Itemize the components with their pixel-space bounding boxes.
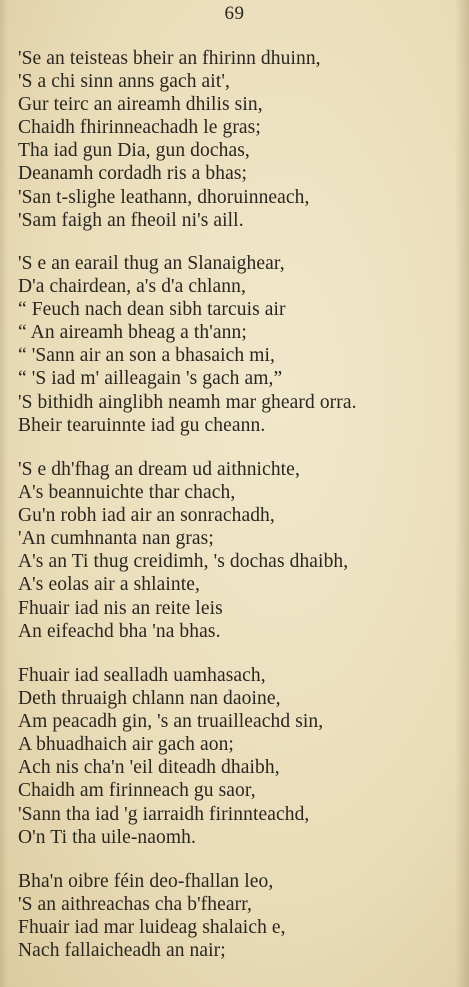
- verse-line: O'n Ti tha uile-naomh.: [18, 826, 196, 848]
- verse-line: Chaidh fhirinneachadh le gras;: [18, 117, 261, 139]
- verse-line: 'S e an earail thug an Slanaighear,: [18, 253, 285, 274]
- verse-line: Ach nis cha'n 'eil diteadh dhaibh,: [18, 757, 280, 779]
- stanza-5: [18, 870, 458, 962]
- page-number: 69: [224, 3, 245, 24]
- verse-line: Bheir tearuinnte iad gu cheann.: [18, 414, 266, 436]
- verse-line: 'Se an teisteas bheir an fhirinn dhuinn,: [18, 48, 321, 69]
- verse-line: 'S an aithreachas cha b'fhearr,: [18, 894, 253, 916]
- verse-line: Am peacadh gin, 's an truailleachd sin,: [18, 711, 324, 733]
- verse-line: A bhuadhaich air gach aon;: [18, 734, 234, 756]
- verse-line: Fhuair iad sealladh uamhasach,: [18, 665, 266, 686]
- verse-line: Deth thruaigh chlann nan daoine,: [18, 688, 281, 710]
- verse-line: An eifeachd bha 'na bhas.: [18, 620, 221, 642]
- verse-line: “ 'S iad m' ailleagain 's gach am,”: [18, 368, 283, 390]
- verse-line: Fhuair iad nis an reite leis: [18, 597, 223, 619]
- verse-line: Gu'n robh iad air an sonrachadh,: [18, 505, 275, 527]
- page-edge-shadow-left: [0, 0, 8, 987]
- stanza-2: [18, 252, 458, 437]
- verse-line: “ Feuch nach dean sibh tarcuis air: [18, 299, 286, 321]
- verse-line: A's an Ti thug creidimh, 's dochas dhaibh,: [18, 551, 349, 573]
- stanza-4: [18, 664, 458, 849]
- verse-line: A's beannuichte thar chach,: [18, 482, 236, 504]
- verse-line: “ 'Sann air an son a bhasaich mi,: [18, 345, 275, 367]
- stanza-1: [18, 47, 458, 232]
- verse-line: 'Sam faigh an fheoil ni's aill.: [18, 209, 244, 231]
- verse-line: 'S bithidh ainglibh neamh mar gheard orra.: [18, 391, 357, 413]
- verse-line: Gur teirc an aireamh dhilis sin,: [18, 94, 263, 116]
- stanza-3: [18, 458, 458, 643]
- verse-line: Tha iad gun Dia, gun dochas,: [18, 140, 250, 162]
- verse-line: D'a chairdean, a's d'a chlann,: [18, 276, 246, 298]
- verse-line: Fhuair iad mar luideag shalaich e,: [18, 917, 286, 939]
- verse-line: Chaidh am firinneach gu saor,: [18, 780, 256, 802]
- verse-line: Nach fallaicheadh an nair;: [18, 940, 226, 962]
- verse-line: “ An aireamh bheag a th'ann;: [18, 322, 247, 344]
- verse-line: Deanamh cordadh ris a bhas;: [18, 163, 248, 185]
- verse-line: A's eolas air a shlainte,: [18, 574, 200, 596]
- verse-line: Bha'n oibre féin deo-fhallan leo,: [18, 871, 274, 892]
- verse-line: 'S a chi sinn anns gach ait',: [18, 71, 230, 93]
- verse-line: 'San t-slighe leathann, dhoruinneach,: [18, 186, 310, 208]
- verse-line: 'Sann tha iad 'g iarraidh firinnteachd,: [18, 803, 310, 825]
- verse-line: 'An cumhnanta nan gras;: [18, 528, 214, 550]
- verse-line: 'S e dh'fhag an dream ud aithnichte,: [18, 459, 300, 480]
